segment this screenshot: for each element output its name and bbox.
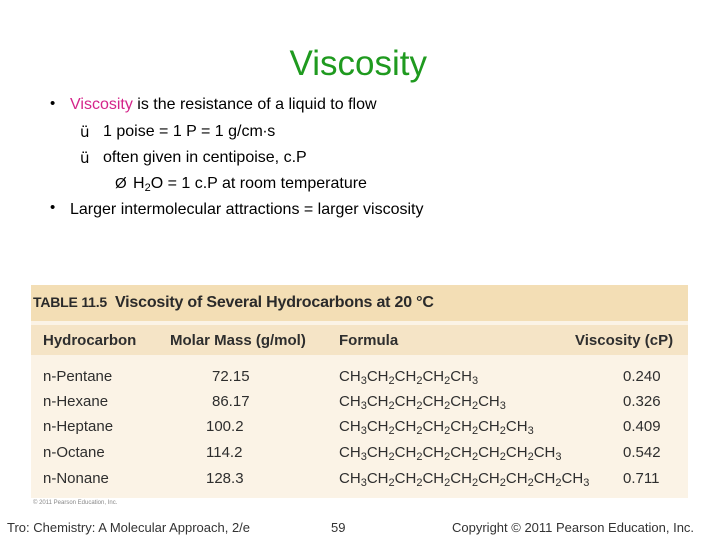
arrow-bullet-icon: Ø: [115, 175, 127, 192]
col-header-molar-mass: Molar Mass (g/mol): [170, 332, 306, 349]
cell-name: n-Pentane: [43, 368, 113, 385]
cell-mass: 72.15: [212, 368, 250, 385]
bullet-dot: •: [50, 95, 56, 112]
cell-viscosity: 0.240: [623, 368, 661, 385]
cell-name: n-Heptane: [43, 418, 114, 435]
cell-viscosity: 0.711: [623, 470, 660, 487]
cell-name: n-Nonane: [43, 470, 109, 487]
bullet-1-text: is the resistance of a liquid to flow: [132, 96, 377, 113]
check-icon: ü: [80, 123, 90, 141]
table-column-headers: [31, 325, 688, 355]
formula-h: H: [133, 175, 145, 192]
table-copyright: © 2011 Pearson Education, Inc.: [33, 500, 118, 506]
slide-title: Viscosity: [289, 44, 427, 83]
bullet-dot: •: [50, 199, 56, 216]
sub-bullet-2: often given in centipoise, c.P: [103, 149, 307, 166]
cell-formula: $CH_3CH_2CH_2CH_2CH_2CH_2CH_2CH_2CH_3$: [339, 470, 590, 489]
table-caption: Viscosity of Several Hydrocarbons at 20 °C: [115, 294, 434, 311]
bullet-1: [70, 97, 377, 113]
cell-formula: $CH_3CH_2CH_2CH_2CH_2CH_2CH_2CH_3$: [339, 444, 562, 463]
footer-page-number: 59: [331, 520, 346, 535]
table-number: TABLE 11.5: [33, 294, 107, 310]
col-header-formula: Formula: [339, 332, 399, 349]
cell-name: n-Hexane: [43, 393, 109, 410]
cell-viscosity: 0.409: [623, 418, 661, 435]
table-header-band: [31, 285, 688, 321]
hydrocarbon-table: [31, 285, 688, 506]
bullet-2: Larger intermolecular attractions = larger viscosity: [70, 201, 424, 218]
formula-subscript: 2: [144, 182, 151, 194]
cell-formula: $CH_3CH_2CH_2CH_2CH_2CH_2CH_3$: [339, 418, 534, 437]
cell-name: n-Octane: [43, 444, 105, 461]
cell-mass: 100.2: [206, 418, 244, 435]
cell-mass: 114.2: [206, 444, 243, 461]
footer-copyright: Copyright © 2011 Pearson Education, Inc.: [452, 520, 695, 535]
col-header-hydrocarbon: Hydrocarbon: [43, 332, 137, 349]
sub-sub-text: O = 1 c.P at room temperature: [150, 175, 367, 192]
cell-formula: $CH_3CH_2CH_2CH_2CH_2CH_3$: [339, 393, 506, 412]
cell-formula: $CH_3CH_2CH_2CH_2CH_3$: [339, 368, 479, 387]
cell-mass: 86.17: [212, 393, 250, 410]
col-header-viscosity: Viscosity (cP): [575, 332, 674, 349]
cell-mass: 128.3: [206, 470, 244, 487]
check-icon: ü: [80, 149, 90, 167]
bullet-1-highlight: Viscosity: [70, 96, 133, 113]
table-title: [33, 294, 434, 312]
cell-viscosity: 0.542: [623, 444, 661, 461]
sub-bullet-1: 1 poise = 1 P = 1 g/cm∙s: [103, 123, 276, 140]
footer-book-title: Tro: Chemistry: A Molecular Approach, 2/e: [7, 520, 251, 535]
cell-viscosity: 0.326: [623, 393, 661, 410]
sub-sub-bullet: [133, 176, 367, 192]
